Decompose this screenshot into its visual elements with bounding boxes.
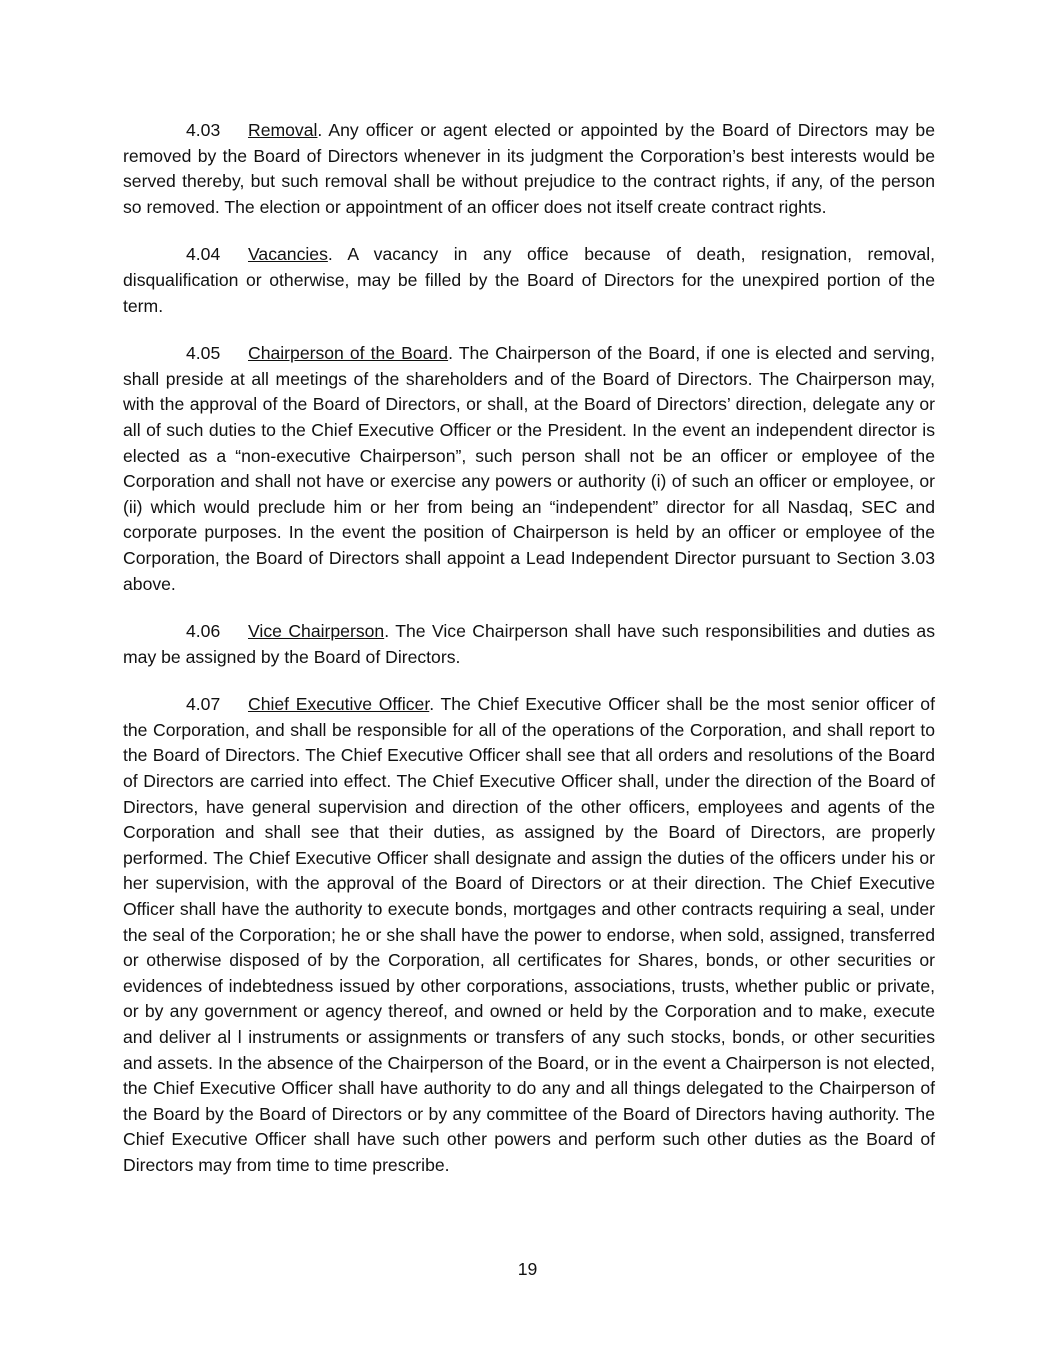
section-4-05 — [123, 341, 935, 597]
section-text: . The Vice Chairperson shall have such responsibilities and duties as may be assigned by the Board of Directors. — [123, 621, 935, 667]
section-text: . The Chairperson of the Board, if one is elected and serving, shall preside at all meetings of the shareholders and of the Board of Directors. The Chairperson may, with the approval of the Board of Directors, or shall, at the Board of Directors’ direction, delegate any or all of such duties to the Chief Executive Officer or the President. In the event an independent director is elected as a “non-executive Chairperson”, such person shall not be an officer or employee of the Corporation and shall not have or exercise any powers or authority (i) of such an officer or employee, or (ii) which would preclude him or her from being an “independent” director for all Nasdaq, SEC and corporate purposes. In the event the position of Chairperson is held by an officer or employee of the Corporation, the Board of Directors shall appoint a Lead Independent Director pursuant to Section 3.03 above. — [123, 343, 935, 594]
section-heading: Chief Executive Officer — [248, 694, 430, 715]
section-heading: Vacancies — [248, 244, 328, 265]
document-body — [123, 118, 935, 1201]
section-heading: Vice Chairperson — [248, 621, 385, 642]
section-4-04 — [123, 242, 935, 319]
section-text: . A vacancy in any office because of death, resignation, removal, disqualification or otherwise, may be filled by the Board of Directors for the unexpired portion of the term. — [123, 244, 935, 316]
section-number: 4.07 — [186, 694, 221, 715]
page-number: 19 — [517, 1259, 538, 1279]
section-heading: Chairperson of the Board — [248, 343, 449, 364]
section-number: 4.04 — [186, 244, 221, 265]
section-text: . Any officer or agent elected or appointed by the Board of Directors may be removed by the Board of Directors whenever in its judgment the Corporation’s best interests would be served thereby, but such removal shall be without prejudice to the contract rights, if any, of the person so removed. The election or appointment of an officer does not itself create contract rights. — [123, 120, 935, 217]
section-4-03 — [123, 118, 935, 220]
section-number: 4.06 — [186, 621, 221, 642]
section-text: . The Chief Executive Officer shall be the most senior officer of the Corporation, and shall be responsible for all of the operations of the Corporation, and shall report to the Board of Directors. The Chief Executive Officer shall see that all orders and resolutions of the Board of Directors are carried into effect. The Chief Executive Officer shall, under the direction of the Board of Directors, have general supervision and direction of the other officers, employees and agents of the Corporation and shall see that their duties, as assigned by the Board of Directors, are properly performed. The Chief Executive Officer shall designate and assign the duties of the officers under his or her supervision, with the approval of the Board of Directors or at their direction. The Chief Executive Officer shall have the authority to execute bonds, mortgages and other contracts requiring a seal, under the seal of the Corporation; he or she shall have the power to endorse, when sold, assigned, transferred or otherwise disposed of by the Corporation, all certificates for Shares, bonds, or other securities or evidences of indebtedness issued by other corporations, associations, trusts, whether public or private, or by any government or agency thereof, and owned or held by the Corporation and to make, execute and deliver al l instruments or assignments or transfers of any such stocks, bonds, or other securities and assets. In the absence of the Chairperson of the Board, or in the event a Chairperson is not elected, the Chief Executive Officer shall have authority to do any and all things delegated to the Chairperson of the Board by the Board of Directors or by any committee of the Board of Directors having authority. The Chief Executive Officer shall have such other powers and perform such other duties as the Board of Directors may from time to time prescribe. — [123, 694, 935, 1175]
section-number: 4.03 — [186, 120, 221, 140]
section-number: 4.05 — [186, 343, 221, 364]
section-4-07 — [123, 692, 935, 1178]
section-heading: Removal — [248, 120, 318, 140]
section-4-06 — [123, 619, 935, 670]
